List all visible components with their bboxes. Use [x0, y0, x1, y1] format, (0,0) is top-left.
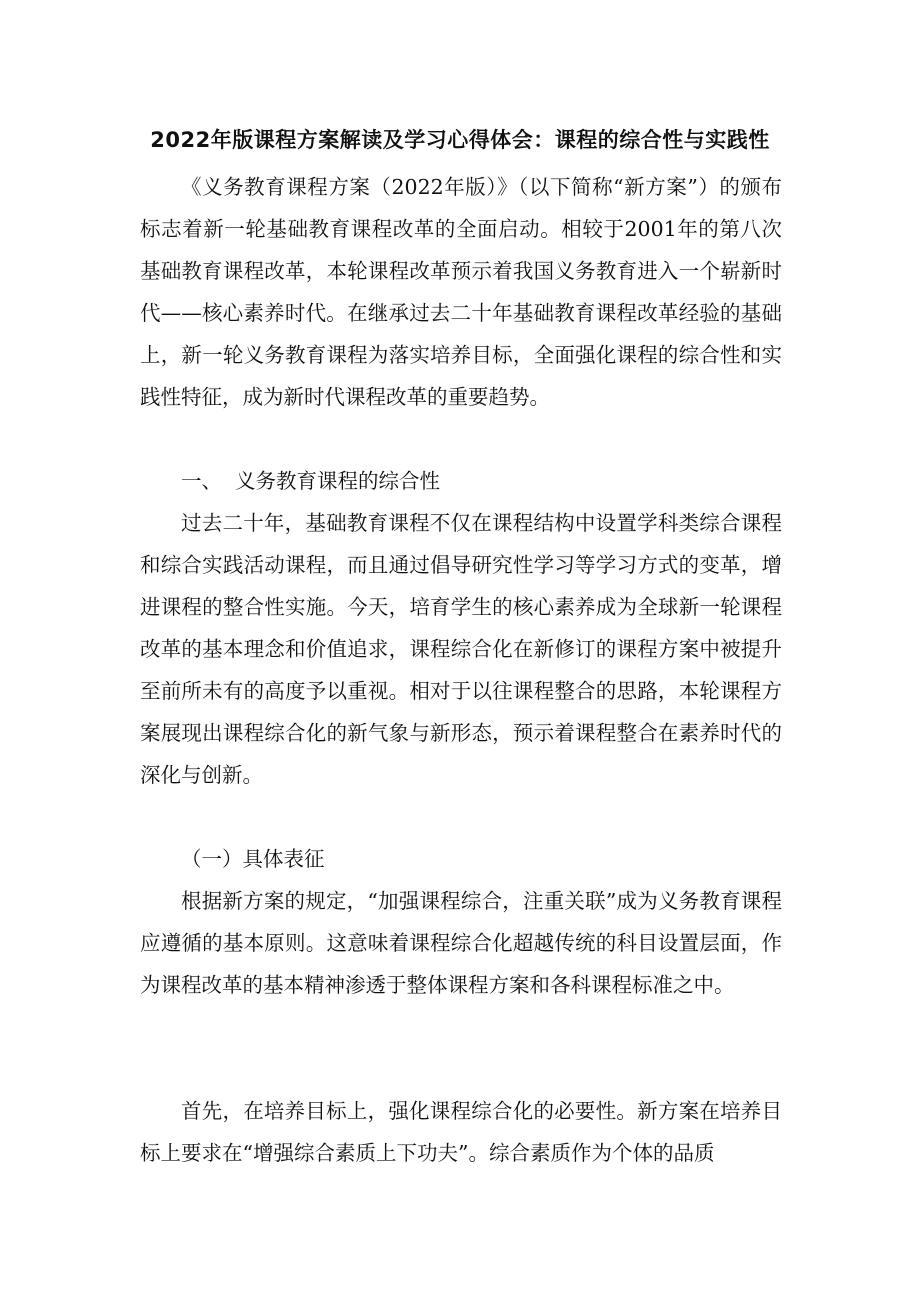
paragraph-integration-history: 过去二十年，基础教育课程不仅在课程结构中设置学科类综合课程和综合实践活动课程，而且通过倡导研究性学习等学习方式的变革，增进课程的整合性实施。今天，培育学生的核心素养成为全球新一轮课程改革的基本理念和价值追求，课程综合化在新修订的课程方案中被提升至前所未有的高度予以重视。相对于以往课程整合的思路，本轮课程方案展现出课程综合化的新气象与新形态，预示着课程整合在素养时代的深化与创新。	[140, 511, 782, 787]
paragraph-principle: 根据新方案的规定，“加强课程综合，注重关联”成为义务教育课程应遵循的基本原则。这意味着课程综合化超越传统的科目设置层面，作为课程改革的基本精神渗透于整体课程方案和各科课程标准之中。	[140, 889, 782, 997]
paragraph-intro: 《义务教育课程方案（2022年版）》（以下简称“新方案”）的颁布标志着新一轮基础教育课程改革的全面启动。相较于2001年的第八次基础教育课程改革，本轮课程改革预示着我国义务教育进入一个崭新时代——核心素养时代。在继承过去二十年基础教育课程改革经验的基础上，新一轮义务教育课程为落实培养目标，全面强化课程的综合性和实践性特征，成为新时代课程改革的重要趋势。	[140, 175, 782, 409]
paragraph-training-goal: 首先，在培养目标上，强化课程综合化的必要性。新方案在培养目标上要求在“增强综合素质上下功夫”。综合素质作为个体的品质	[140, 1099, 782, 1165]
document-title: 2022年版课程方案解读及学习心得体会：课程的综合性与实践性	[150, 128, 770, 152]
section-heading: 一、 义务教育课程的综合性	[181, 469, 441, 493]
subsection-heading: （一）具体表征	[181, 847, 325, 871]
